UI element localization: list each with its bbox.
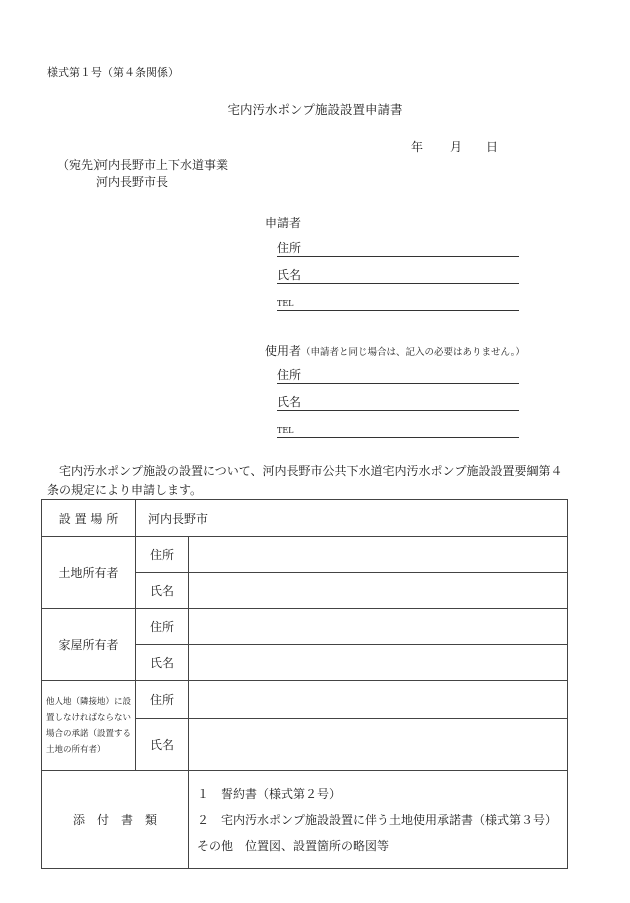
other-land-address-value[interactable]: [189, 681, 568, 719]
other-land-row: [42, 681, 568, 719]
attachment-item-2: ２ 宅内汚水ポンプ施設設置に伴う土地使用承諾書（様式第３号）: [197, 812, 558, 827]
addressee-line1: 河内長野市上下水道事業: [96, 158, 229, 172]
land-owner-row: [42, 537, 568, 573]
addressee-line2: 河内長野市長: [96, 175, 169, 189]
house-owner-label: 家屋所有者: [42, 609, 136, 681]
attachments-list: [189, 771, 568, 869]
user-name-label: 氏名: [277, 395, 302, 409]
applicant-address-field[interactable]: [277, 240, 519, 257]
user-heading-line: [265, 342, 525, 359]
date-day-label: 日: [486, 140, 499, 154]
applicant-name-field[interactable]: [277, 267, 519, 284]
user-heading: 使用者: [265, 344, 302, 358]
user-name-field[interactable]: [277, 394, 519, 411]
land-owner-label: 土地所有者: [42, 537, 136, 609]
user-address-field[interactable]: [277, 367, 519, 384]
attachment-item-1: １ 誓約書（様式第２号）: [197, 786, 342, 801]
date-month-label: 月: [450, 140, 463, 154]
applicant-tel-field[interactable]: [277, 294, 519, 311]
applicant-heading: 申請者: [265, 216, 302, 230]
declaration-line2: 条の規定により申請します。: [47, 483, 203, 497]
applicant-address-label: 住所: [277, 241, 302, 255]
land-owner-name-label: 氏名: [136, 573, 189, 609]
other-land-label: 他人地（隣接地）に設置しなければならない場合の承諾（設置する土地の所有者）: [42, 681, 136, 771]
declaration-line1: 宅内汚水ポンプ施設の設置について、河内長野市公共下水道宅内汚水ポンプ施設設置要綱第４: [59, 464, 563, 478]
house-owner-name-value[interactable]: [189, 645, 568, 681]
location-label: 設 置 場 所: [42, 500, 136, 537]
addressee-label: （宛先）: [57, 158, 106, 172]
other-land-address-label: 住所: [136, 681, 189, 719]
applicant-tel-label: TEL: [277, 299, 294, 308]
form-number: 様式第１号（第４条関係）: [47, 66, 179, 79]
attachments-label: 添 付 書 類: [42, 771, 189, 869]
user-tel-field[interactable]: [277, 421, 519, 438]
house-owner-name-label: 氏名: [136, 645, 189, 681]
attachments-row: [42, 771, 568, 869]
other-land-name-value[interactable]: [189, 719, 568, 771]
house-owner-row: [42, 609, 568, 645]
application-table: [41, 499, 568, 869]
declaration-text: [47, 462, 587, 500]
location-value[interactable]: 河内長野市: [136, 500, 568, 537]
user-note: （申請者と同じ場合は、記入の必要はありません。）: [301, 347, 525, 358]
other-land-name-label: 氏名: [136, 719, 189, 771]
document-title: 宅内汚水ポンプ施設設置申請書: [227, 102, 403, 117]
land-owner-name-value[interactable]: [189, 573, 568, 609]
user-address-label: 住所: [277, 368, 302, 382]
attachment-item-3: その他 位置図、設置箇所の略図等: [197, 838, 390, 853]
user-tel-label: TEL: [277, 426, 294, 435]
applicant-name-label: 氏名: [277, 268, 302, 282]
location-row: [42, 500, 568, 537]
land-owner-address-label: 住所: [136, 537, 189, 573]
land-owner-address-value[interactable]: [189, 537, 568, 573]
date-year-label: 年: [411, 140, 424, 154]
house-owner-address-value[interactable]: [189, 609, 568, 645]
house-owner-address-label: 住所: [136, 609, 189, 645]
